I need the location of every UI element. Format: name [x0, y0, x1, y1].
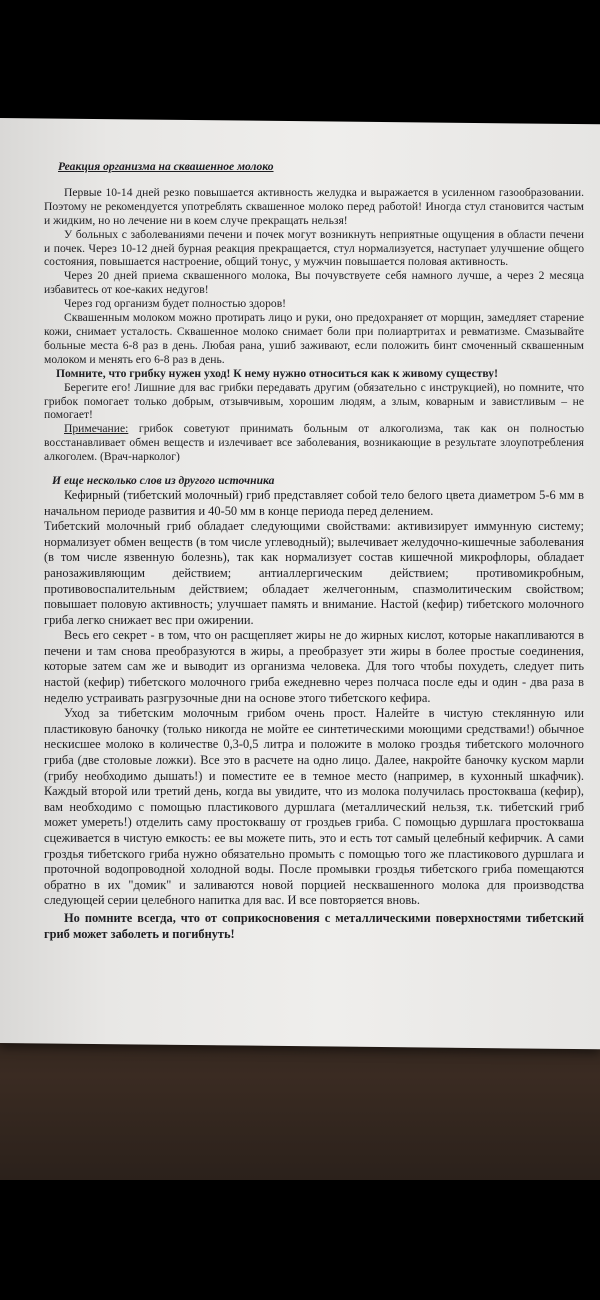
bold-warning: Помните, что грибку нужен уход! К нему нужно относиться как к живому существу! [56, 366, 498, 380]
section-heading-2: И еще несколько слов из другого источника [52, 474, 275, 488]
paragraph: Кефирный (тибетский молочный) гриб представляет собой тело белого цвета диаметром 5-6 мм в начальном периоде развития и 40-50 мм в конце периода перед делением. [44, 487, 584, 518]
note-label: Примечание: [64, 422, 129, 436]
paragraph: Через 20 дней приема сквашенного молока, Вы почувствуете себя намного лучше, а через 2 месяца избавитесь от кое-каких недугов! [44, 269, 584, 297]
source-section [44, 488, 584, 942]
paragraph: Сквашенным молоком можно протирать лицо и руки, оно предохраняет от морщин, замедляет старение кожи, снимает усталость. Сквашенное молоко снимает боли при полиартритах и ревматизме. Смазывайте больные места 6-8 раз в день. Любая рана, ушиб заживают, если положить бинт смоченный сквашенным молоком и менять его 6-8 раз в день. [44, 311, 584, 366]
section-heading: Реакция организма на сквашенное молоко [58, 160, 274, 173]
top-black-bar [0, 0, 600, 118]
final-warning: Но помните всегда, что от соприкосновения с металлическими поверхностями тибетский гриб может заболеть и погибнуть! [44, 910, 584, 941]
paragraph: Тибетский молочный гриб обладает следующими свойствами: активизирует иммунную систему; нормализует обмен веществ (в том числе углеводный); вылечивает желудочно-кишечные заболевания (в том числе язвенную болезнь), так как нормализует состав кишечной микрофлоры, обладает ранозаживляющим действием; антиаллергическим действием; противомикробным, противовоспалительным действием; обладает желчегонным, спазмолитическим свойством; повышает половую активность; улучшает память и внимание. Настой (кефир) тибетского молочного гриба легко снижает вес при ожирении. [44, 519, 584, 627]
note-paragraph [44, 422, 584, 464]
document-text [44, 160, 584, 942]
note-text: грибок советуют принимать больным от алкоголизма, так как он полностью восстанавливает обмен веществ и излечивает все заболевания, возникающие в результате злоупотребления алкоголем. (Врач-нарколог) [44, 422, 584, 464]
paragraph: Через год организм будет полностью здоров! [64, 297, 287, 311]
paragraph: Уход за тибетским молочным грибом очень прост. Налейте в чистую стеклянную или пластиковую баночку (только никогда не мойте ее синтетическими моющими средствами!) обычное нескисшее молоко в количестве 0,3-0,5 литра и положите в молоко гроздья тибетского молочного гриба (две столовые ложки). Все это в расчете на одно лицо. Далее, накройте баночку куском марли (грибу необходимо дышать!) и поместите ее в темное место (например, в кухонный шкафчик). Каждый второй или третий день, когда вы увидите, что из молока получилась простокваша (кефир), вам необходимо с помощью пластикового дуршлага (металлический нельзя, т.к. тибетский гриб может умереть!) отделить саму простоквашу от гроздьев гриба. С помощью дуршлага простокваша сцеживается в чистую емкость: ее вы можете пить, это и есть тот самый целебный кефирчик. А сами гроздья тибетского гриба нужно обязательно промыть с помощью того же пластикового дуршлага и проточной водопроводной холодной воды. После промывки гроздья тибетского гриба помещаются обратно в их "домик" и заливаются новой порцией несквашенного молока для производства следующей серии целебного напитка для вас. И все повторяется вновь. [44, 706, 584, 908]
paragraph: У больных с заболеваниями печени и почек могут возникнуть неприятные ощущения в области печени и почек. Через 10-12 дней бурная реакция прекращается, стул нормализуется, наступает улучшение общего состояния, повышается настроение, общий тонус, у мужчин повышается половая активность. [44, 227, 584, 269]
bottom-black-bar [0, 1180, 600, 1300]
paragraph: Берегите его! Лишние для вас грибки передавать другим (обязательно с инструкцией), но помните, что грибок помогает только добрым, отзывчивым, хорошим людям, а злым, коварным и завистливым – не помогает! [44, 380, 584, 422]
paragraph: Весь его секрет - в том, что он расщепляет жиры не до жирных кислот, которые накапливаются в печени и там снова преобразуются в жиры, а преобразует эти жиры в более простые соединения, которые затем сам же и выводит из организма человека. Для того чтобы похудеть, следует пить настой (кефир) тибетского молочного гриба ежедневно через полчаса после еды и один - два раза в неделю устраивать разгрузочные дни на основе этого тибетского кефира. [44, 628, 584, 705]
paragraph: Первые 10-14 дней резко повышается активность желудка и выражается в усиленном газообразовании. Поэтому не рекомендуется употреблять сквашенное молоко перед работой! Иногда стул становится частым и жидким, но но лечение ни в коем случе прекращать нельзя! [44, 185, 584, 227]
